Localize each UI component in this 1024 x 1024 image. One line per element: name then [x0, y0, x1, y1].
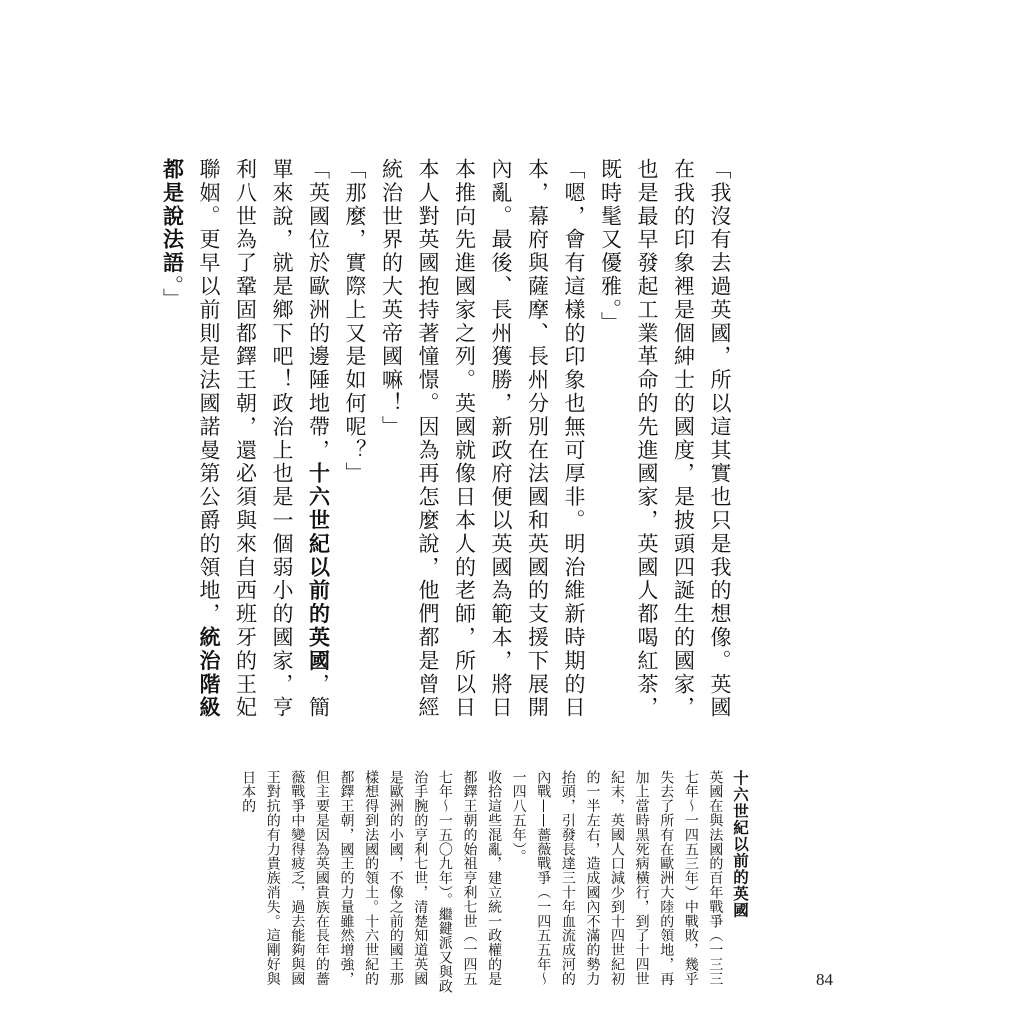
- paragraph-1: 「我沒有去過英國，所以這其實也只是我的想像。英國在我的印象裡是個紳士的國度，是披頭四誕生的國家，也是最早發起工業革命的先進國家，英國人都喝紅茶，既時髦又優雅。」: [598, 158, 732, 720]
- paragraph-3: 「那麼，實際上又是如何呢？」: [343, 158, 367, 486]
- note-title: 十六世紀以前的英國: [731, 770, 749, 919]
- note-body-2: 收拾這些混亂，建立統一政權的是都鐸王朝的始祖亨利七世（一四五七年～一五〇九年）。繼鍵派又與政治手腕的亨利七世，清楚知道英國是歐洲的小國，不像之前的國王那樣想得到法國的領土。十六世紀的都鐸王朝，國王的力量雖然增強，但主要是因為英國貴族在長年的薔薇戰爭中變得疲乏，過去能夠與國王對抗的有力貴族消失。這剛好與日本的: [240, 770, 503, 994]
- paragraph-4-part-c: ，簡單來說，就是鄉下吧！政治上也是一個弱小的國家，亨利八世為了鞏固都鐸王朝，還必須與來自西班牙的王妃聯姻。更早以前則是法國諾曼第公爵的領地，: [197, 158, 331, 720]
- paragraph-4: [154, 158, 337, 728]
- paragraph-4-part-a: 「英國位於歐洲的邊陲地帶，: [306, 158, 331, 463]
- side-note: [236, 770, 752, 998]
- note-body-1: 英國在與法國的百年戰爭（一三三七年～一四五三年）中戰敗，幾乎失去了所有在歐洲大陸的領地，再加上當時黑死病橫行，到了十四世紀末，英國人口減少到十四世紀初的一半左右，造成國內不滿的勢力抬頭，引發長達三十年血流成河的內戰——薔薇戰爭（一四五五年～一四八五年）。: [510, 770, 724, 986]
- main-body-text: [154, 158, 738, 728]
- paragraph-2: 「嗯，會有這樣的印象也無可厚非。明治維新時期的日本，幕府與薩摩、長州分別在法國和英國的支援下展開內亂。最後、長州獲勝，新政府便以英國為範本，將日本推向先進國家之列。英國就像日本人的老師，所以日本人對英國抱持著憧憬。因為再怎麼說，他們都是曾經統治世界的大英帝國嘛！」: [379, 158, 586, 720]
- paragraph-4-bold-term: 十六世紀以前的英國: [306, 462, 332, 673]
- page-number: 84: [816, 970, 833, 989]
- paragraph-4-part-e: 。」: [160, 275, 185, 312]
- paragraph-4-bold-phrase: 統治階級都是說法語: [160, 158, 222, 720]
